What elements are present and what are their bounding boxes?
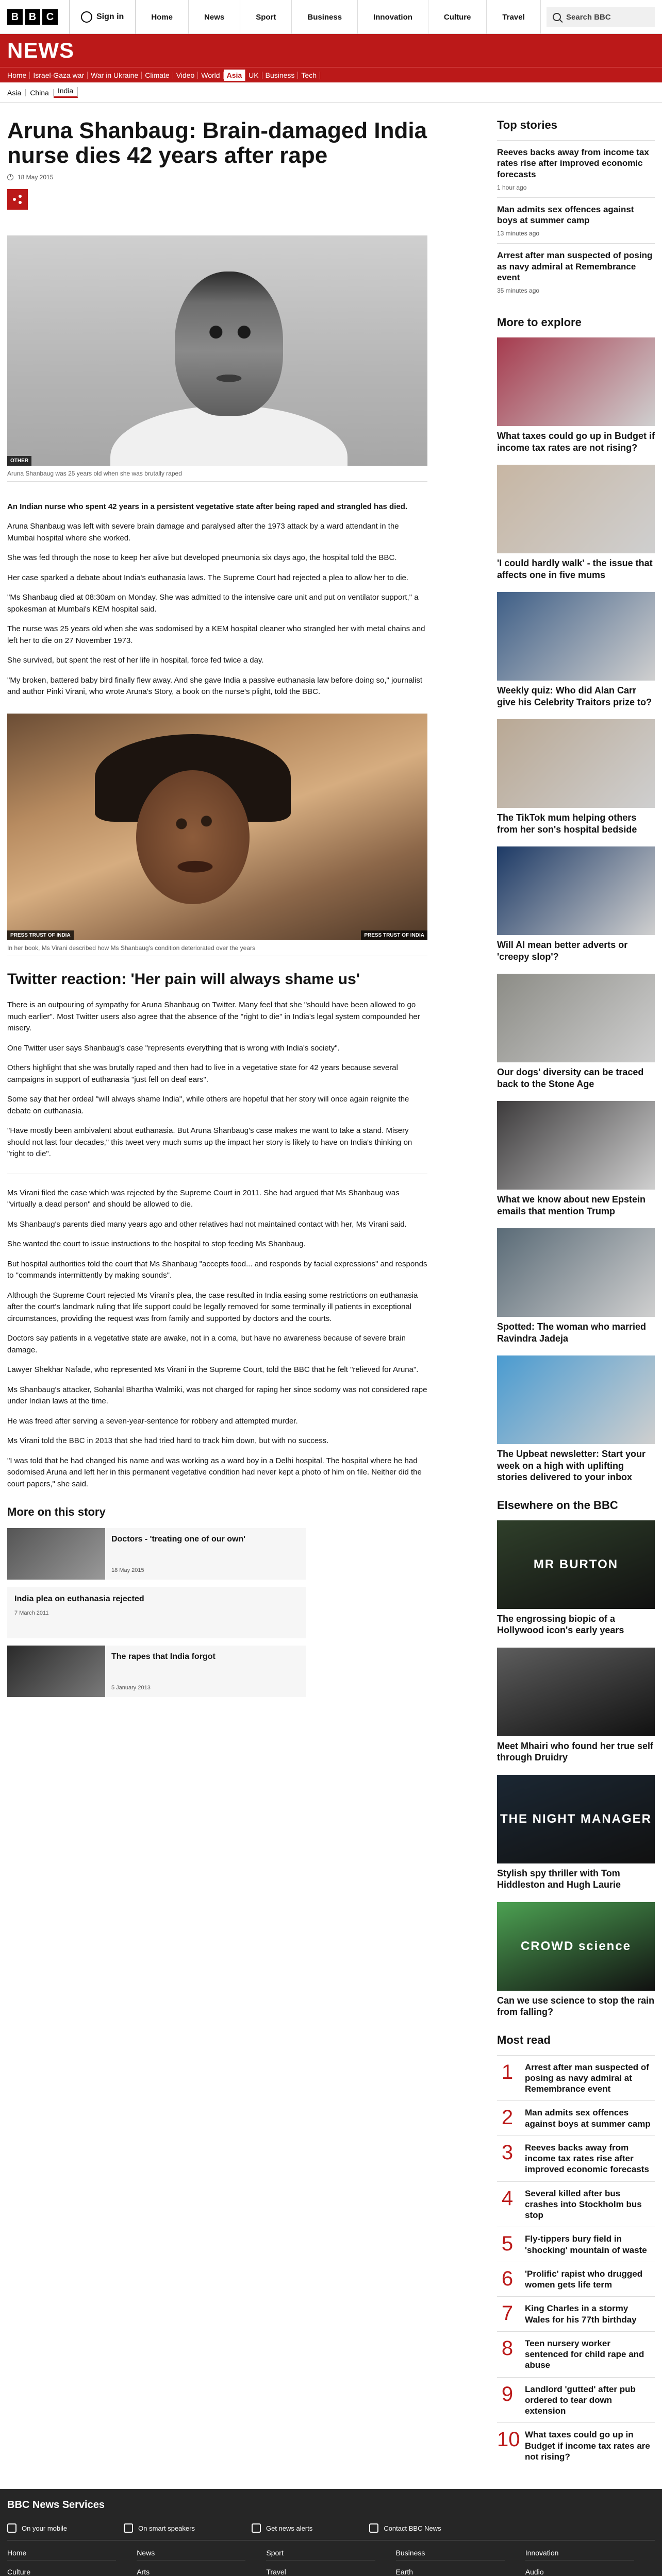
article-paragraph: Although the Supreme Court rejected Ms Virani's plea, the case resulted in India easing some restrictions on euthanasia after the court's landmark ruling that life support could be legally removed for some terminally ill patients in exceptional circumstances, providing the request was from family and supported by doctors and the courts. [7,1291,418,1323]
footer-link[interactable]: Earth [396,2568,505,2576]
explore-card-image [497,592,655,681]
most-read-item[interactable] [497,2227,655,2262]
elsewhere-card-title: Can we use science to stop the rain from falling? [497,1995,655,2017]
image-credit-right: PRESS TRUST OF INDIA [361,930,427,940]
footer-link[interactable]: Arts [137,2568,245,2576]
most-read-title: 'Prolific' rapist who drugged women gets life term [525,2268,643,2290]
sub-nav [0,82,662,103]
most-read-rank: 6 [501,2267,514,2290]
footer-link[interactable]: Business [396,2549,505,2561]
programme-logo-text: MR BURTON [533,1557,619,1571]
programme-logo-text: THE NIGHT MANAGER [500,1811,652,1826]
footer-app-link[interactable] [252,2523,312,2533]
most-read-title: Fly-tippers bury field in 'shocking' mountain of waste [525,2234,647,2255]
search-label: Search BBC [566,12,611,22]
explore-card-title: The TikTok mum helping others from her son's hospital bedside [497,812,637,835]
most-read-title: Several killed after bus crashes into Stockholm bus stop [525,2188,642,2220]
most-read-item[interactable] [497,2262,655,2297]
section-nav [0,67,662,82]
top-story-item[interactable] [497,140,655,197]
mail-icon [369,2523,378,2533]
search-icon [553,13,561,21]
elsewhere-card-title: Meet Mhairi who found her true self through Druidry [497,1740,654,1762]
footer-link[interactable]: News [137,2549,245,2561]
most-read-title: Man admits sex offences against boys at summer camp [525,2108,651,2129]
section-nav-item[interactable]: Climate [142,72,173,79]
most-read-rank: 10 [497,2428,520,2451]
global-header [0,0,662,34]
sign-in-label: Sign in [96,12,124,21]
explore-card-title: What we know about new Epstein emails that mention Trump [497,1194,646,1216]
explore-card[interactable] [497,465,655,581]
most-read-rank: 9 [501,2382,514,2405]
explore-card-title: Our dogs' diversity can be traced back to the Stone Age [497,1067,644,1089]
mobile-icon [7,2523,16,2533]
footer-app-label: On smart speakers [138,2524,195,2532]
search-button[interactable] [547,7,655,27]
article-image-portrait [7,235,427,466]
elsewhere-heading: Elsewhere on the BBC [497,1498,618,1512]
elsewhere-card[interactable] [497,1648,655,1764]
related-story-thumbnail [7,1528,105,1580]
most-read-title: Reeves backs away from income tax rates rise after improved economic forecasts [525,2142,649,2175]
article-paragraph: Ms Virani filed the case which was rejected by the Supreme Court in 2011. She had argued that Ms Shanbaug was "virtually a dead person" and should be allowed to die. [7,1188,400,1209]
explore-card-image [497,1355,655,1444]
related-story-card[interactable] [7,1528,306,1580]
explore-card-title: Will AI mean better adverts or 'creepy slop'? [497,940,628,962]
alert-icon [252,2523,261,2533]
elsewhere-card-image [497,1520,655,1609]
top-story-time: 1 hour ago [497,183,527,191]
more-on-story-list [7,1528,427,1697]
article-paragraph: He was freed after serving a seven-year-sentence for robbery and attempted murder. [7,1416,298,1426]
section-nav-item[interactable]: Tech [298,72,320,79]
top-story-item[interactable] [497,197,655,244]
related-story-date: 7 March 2011 [14,1610,49,1617]
footer-app-link[interactable] [369,2523,441,2533]
explore-card-title: Spotted: The woman who married Ravindra Jadeja [497,1321,647,1344]
related-story-card[interactable] [7,1646,306,1697]
most-read-rank: 1 [501,2060,514,2083]
elsewhere-card[interactable] [497,1902,655,2018]
footer-apps [7,2523,655,2540]
global-nav-home[interactable]: Home [136,0,189,34]
speaker-icon [124,2523,133,2533]
article-paragraph: "My broken, battered baby bird finally flew away. And she gave India a passive euthanasia law before doing so," journalist and author Pinki Virani, who wrote Aruna's Story, a book on the nurse's plight, told the BBC. [7,675,423,697]
article-paragraph: She survived, but spent the rest of her life in hospital, force fed twice a day. [7,656,264,665]
explore-card[interactable] [497,337,655,453]
footer-link[interactable]: Innovation [525,2549,634,2561]
section-nav-item[interactable]: UK [245,72,262,79]
most-read-title: King Charles in a stormy Wales for his 77th birthday [525,2303,637,2325]
sub-nav-item[interactable]: Asia [7,89,26,96]
article-paragraph: Ms Shanbaug's parents died many years ago and other relatives had not maintained contact with her, Ms Virani said. [7,1219,407,1229]
top-story-title: Arrest after man suspected of posing as navy admiral at Remembrance event [497,250,653,282]
footer-heading: BBC News Services [7,2499,105,2511]
clock-icon [7,174,13,180]
related-story-card[interactable] [7,1587,306,1638]
article-paragraph: Aruna Shanbaug was left with severe brain damage and paralysed after the 1973 attack by a ward attendant in the Mumbai hospital where she worked. [7,522,399,543]
most-read-rank: 8 [501,2336,514,2360]
most-read-rank: 5 [501,2232,514,2256]
logo-letter: B [25,9,40,25]
footer-app-link[interactable] [7,2523,67,2533]
most-read-rank: 3 [501,2141,514,2164]
global-nav-business[interactable]: Business [292,0,358,34]
global-nav [136,0,547,34]
explore-card[interactable] [497,592,655,708]
explore-card-title: Weekly quiz: Who did Alan Carr give his Celebrity Traitors prize to? [497,685,652,707]
section-nav-item[interactable]: Home [7,72,30,79]
section-nav-item[interactable]: World [198,72,223,79]
elsewhere-card-image [497,1902,655,1991]
top-story-time: 13 minutes ago [497,230,540,238]
article-paragraph: One Twitter user says Shanbaug's case "represents everything that is wrong with India's society". [7,1043,340,1053]
more-to-explore-heading: More to explore [497,316,582,329]
image-credit: OTHER [7,456,31,466]
explore-card-title: The Upbeat newsletter: Start your week on a high with uplifting stories delivered to your inbox [497,1449,646,1482]
top-story-time: 35 minutes ago [497,287,540,294]
date-text: 18 May 2015 [18,173,54,181]
footer-app-label: Contact BBC News [384,2524,441,2532]
article-paragraph: "Have mostly been ambivalent about euthanasia. But Aruna Shanbaug's case makes me want to take a stand. Misery should not last four decades," this tweet very much sums up the impact her story is likely to have on India's thinking on "right to die". [7,1126,412,1159]
most-read-item[interactable] [497,2422,655,2468]
article-paragraph: The nurse was 25 years old when she was sodomised by a KEM hospital cleaner who strangled her with metal chains and left her to die on 27 November 1973. [7,624,425,645]
related-story-date: 18 May 2015 [111,1567,144,1574]
global-nav-innovation[interactable]: Innovation [358,0,428,34]
explore-card-title: 'I could hardly walk' - the issue that affects one in five mums [497,558,653,580]
footer-link[interactable]: Travel [266,2568,375,2576]
more-on-story-heading: More on this story [7,1505,106,1519]
article-paragraph: Lawyer Shekhar Nafade, who represented Ms Virani in the Supreme Court, told the BBC that he felt "relieved for Aruna". [7,1365,419,1375]
section-nav-item[interactable]: Israel-Gaza war [30,72,88,79]
article-paragraph: Ms Shanbaug's attacker, Sohanlal Bhartha Walmiki, was not charged for raping her since sodomy was not considered rape under Indian laws at the time. [7,1385,427,1406]
elsewhere-card-title: The engrossing biopic of a Hollywood icon's early years [497,1613,624,1635]
article-paragraph: Ms Virani told the BBC in 2013 that she had tried hard to track him down, but with no success. [7,1436,329,1446]
footer-link[interactable]: Culture [7,2568,116,2576]
share-icon [13,195,22,204]
elsewhere-card-image [497,1648,655,1736]
elsewhere-card-image [497,1775,655,1863]
related-story-title: Doctors - 'treating one of our own' [111,1535,246,1544]
related-story-title: The rapes that India forgot [111,1652,216,1662]
section-nav-item[interactable]: War in Ukraine [88,72,142,79]
most-read-rank: 2 [501,2106,514,2129]
top-stories-heading: Top stories [497,118,557,131]
image-credit: PRESS TRUST OF INDIA [7,930,74,940]
most-read-item[interactable] [497,2181,655,2227]
global-nav-sport[interactable]: Sport [240,0,292,34]
article-paragraph: "I was told that he had changed his name and was working as a ward boy in a Delhi hospital. The hospital where he had sodomised Aruna and left her in this permanent vegetative condition had never kept a photo of him on file. Neither did the court papers," she said. [7,1456,422,1488]
most-read-item[interactable] [497,2100,655,2136]
related-story-info [105,1646,222,1697]
top-story-title: Man admits sex offences against boys at summer camp [497,204,634,225]
explore-card-image [497,974,655,1062]
top-story-title: Reeves backs away from income tax rates rise after improved economic forecasts [497,147,649,179]
article-paragraph: "Ms Shanbaug died at 08:30am on Monday. She was admitted to the intensive care unit and put on ventilator support," a spokesman at Mumbai's KEM hospital said. [7,593,419,614]
share-button[interactable] [7,189,28,210]
article-paragraph: Others highlight that she was brutally raped and then had to live in a vegetative state for 42 years because several campaigns in support of euthanasia "just fell on deaf ears". [7,1063,398,1084]
explore-card[interactable] [497,974,655,1090]
related-story-date: 5 January 2013 [111,1685,151,1691]
image-caption: Aruna Shanbaug was 25 years old when she was brutally raped [7,466,427,482]
explore-card-title: What taxes could go up in Budget if income tax rates are not rising? [497,431,655,453]
explore-card[interactable] [497,1228,655,1344]
sub-nav-item[interactable]: India [54,87,78,98]
footer-links [7,2549,655,2576]
sign-in-button[interactable] [69,0,136,34]
global-nav-culture[interactable]: Culture [428,0,487,34]
footer-link[interactable]: Audio [525,2568,634,2576]
article-headline: Aruna Shanbaug: Brain-damaged India nurse dies 42 years after rape [7,118,427,168]
footer-link[interactable]: Sport [266,2549,375,2561]
explore-card[interactable] [497,719,655,835]
most-read-title: Teen nursery worker sentenced for child rape and abuse [525,2338,644,2370]
most-read-title: What taxes could go up in Budget if income tax rates are not rising? [525,2430,650,2462]
explore-card[interactable] [497,1101,655,1217]
article-paragraph: But hospital authorities told the court that Ms Shanbaug "accepts food... and responds by facial expressions" and responds to "commands intermittently by making sounds". [7,1259,427,1280]
article-paragraph: Her case sparked a debate about India's euthanasia laws. The Supreme Court had rejected a plea to allow her to die. [7,573,409,582]
related-story-title: India plea on euthanasia rejected [14,1595,144,1604]
article-body [7,501,427,1490]
related-story-info [105,1528,252,1580]
section-nav-item[interactable]: Asia [224,70,246,81]
logo-letter: B [7,9,23,25]
footer [0,2489,662,2576]
explore-card-image [497,465,655,553]
most-read-heading: Most read [497,2033,551,2046]
footer-link[interactable]: Home [7,2549,116,2561]
image-caption: In her book, Ms Virani described how Ms Shanbaug's condition deteriorated over the years [7,940,427,956]
section-nav-item[interactable]: Business [262,72,299,79]
programme-logo-text: CROWD science [520,1939,632,1953]
most-read-item[interactable] [497,2136,655,2181]
article-main [7,103,427,2468]
article-paragraph: Doctors say patients in a vegetative state are awake, not in a coma, but have no awareness because of severe brain damage. [7,1334,406,1354]
article-date [7,174,427,181]
article-paragraph: She was fed through the nose to keep her alive but developed pneumonia six days ago, the hospital told the BBC. [7,553,397,563]
most-read-item[interactable] [497,2331,655,2377]
footer-app-link[interactable] [124,2523,195,2533]
global-nav-news[interactable]: News [189,0,240,34]
article-paragraph: There is an outpouring of sympathy for Aruna Shanbaug on Twitter. Many feel that she "should have been allowed to go much earlier". Most Twitter users also agree that the absence of the "right to die" in India's legal system compounded her misery. [7,1001,420,1033]
global-nav-travel[interactable]: Travel [487,0,540,34]
explore-card-image [497,719,655,808]
user-icon [81,11,92,23]
article-subheading: Twitter reaction: 'Her pain will always shame us' [7,970,360,988]
article-paragraph: She wanted the court to issue instructions to the hospital to stop feeding Ms Shanbaug. [7,1240,306,1249]
elsewhere-card[interactable] [497,1520,655,1636]
news-banner [0,34,662,67]
elsewhere-card-title: Stylish spy thriller with Tom Hiddleston and Hugh Laurie [497,1868,621,1890]
explore-card-image [497,1101,655,1190]
explore-card[interactable] [497,846,655,962]
explore-card[interactable] [497,1355,655,1483]
footer-app-label: On your mobile [22,2524,68,2532]
elsewhere-card[interactable] [497,1775,655,1891]
most-read-title: Arrest after man suspected of posing as navy admiral at Remembrance event [525,2062,649,2094]
most-read-item[interactable] [497,2377,655,2423]
sidebar [497,103,655,2468]
explore-card-image [497,846,655,935]
most-read-rank: 4 [501,2187,514,2210]
explore-card-image [497,337,655,426]
most-read-item[interactable] [497,2296,655,2331]
article-paragraph: Some say that her ordeal "will always shame India", while others are hopeful that her story will once again reignite the debate on euthanasia. [7,1095,409,1115]
section-nav-item[interactable]: Video [173,72,198,79]
most-read-title: Landlord 'gutted' after pub ordered to tear down extension [525,2384,636,2416]
most-read-item[interactable] [497,2055,655,2101]
most-read-rank: 7 [501,2302,514,2325]
bbc-logo[interactable] [7,9,58,25]
logo-letter: C [42,9,58,25]
explore-card-image [497,1228,655,1317]
article-image-bed [7,714,427,940]
top-story-item[interactable] [497,243,655,300]
sub-nav-item[interactable]: China [26,89,54,96]
news-brand-title[interactable]: NEWS [7,38,74,62]
related-story-thumbnail [7,1646,105,1697]
article-paragraph: An Indian nurse who spent 42 years in a persistent vegetative state after being raped and strangled has died. [7,502,408,511]
footer-app-label: Get news alerts [266,2524,313,2532]
